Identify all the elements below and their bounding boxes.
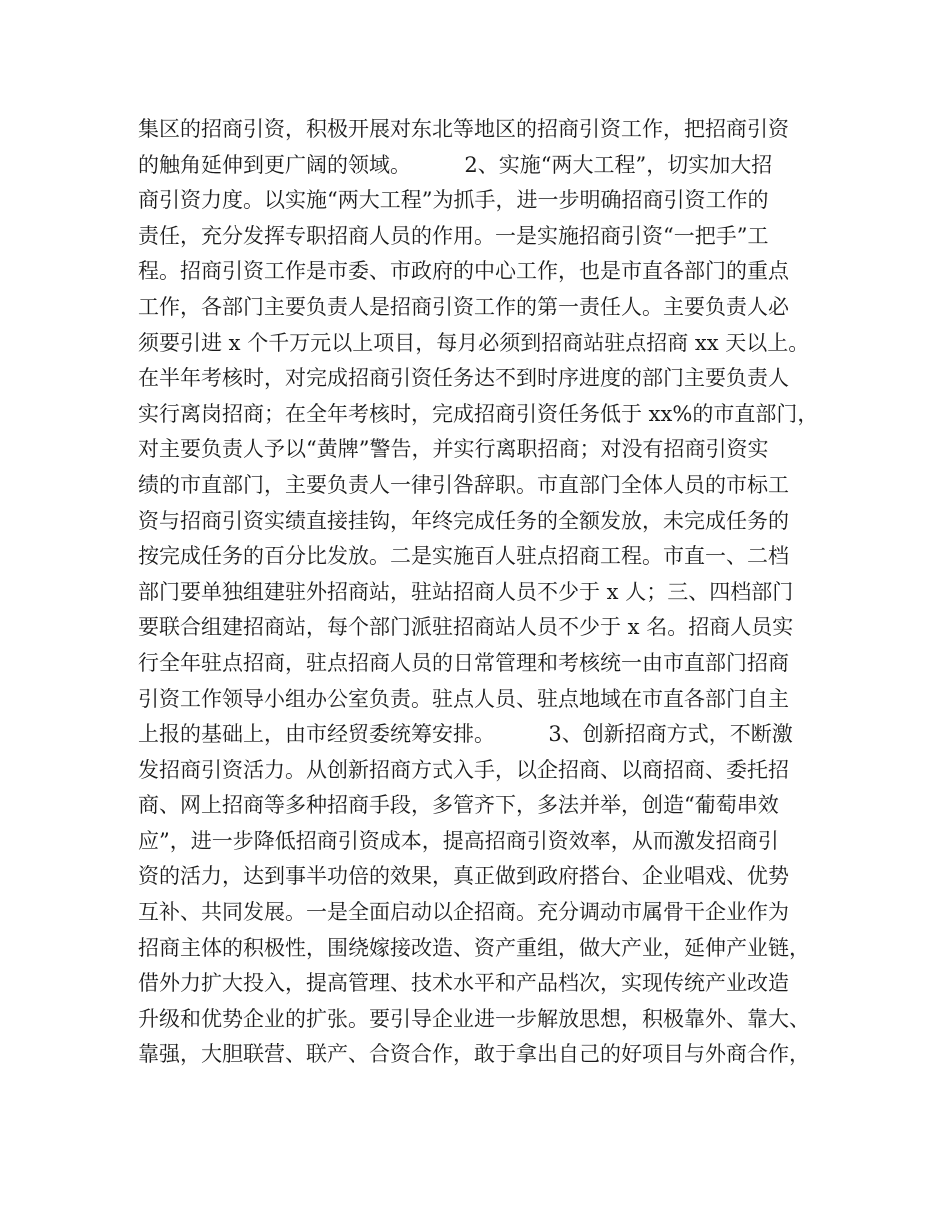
text-line: 的触角延伸到更广阔的领域。 2、实施“两大工程”，切实加大招 [138,152,773,177]
text-line: 互补、共同发展。一是全面启动以企招商。充分调动市属骨干企业作为 [138,900,789,925]
text-line: 招商主体的积极性，围绕嫁接改造、资产重组，做大产业，延伸产业链， [138,935,810,960]
text-line: 工作，各部门主要负责人是招商引资工作的第一责任人。主要负责人必 [138,294,789,319]
text-line: 引资工作领导小组办公室负责。驻点人员、驻点地域在市直各部门自主 [138,686,789,711]
text-line: 对主要负责人予以“黄牌”警告，并实行离职招商；对没有招商引资实 [138,437,769,462]
text-line: 商、网上招商等多种招商手段，多管齐下，多法并举，创造“葡萄串效 [138,793,779,818]
text-line: 须要引进 x 个千万元以上项目，每月必须到招商站驻点招商 xx 天以上。 [138,330,810,355]
text-line: 集区的招商引资，积极开展对东北等地区的招商引资工作，把招商引资 [138,117,789,141]
text-line: 借外力扩大投入，提高管理、技术水平和产品档次，实现传统产业改造 [138,971,789,996]
text-line: 在半年考核时，对完成招商引资任务达不到时序进度的部门主要负责人 [138,366,789,391]
text-line: 上报的基础上，由市经贸委统筹安排。 3、创新招商方式，不断激 [138,722,793,747]
text-line: 发招商引资活力。从创新招商方式入手，以企招商、以商招商、委托招 [138,757,789,782]
text-line: 商引资力度。以实施“两大工程”为抓手，进一步明确招商引资工作的 [138,188,769,213]
text-line: 实行离岗招商；在全年考核时，完成招商引资任务低于 xx%的市直部门， [138,401,819,426]
text-line: 升级和优势企业的扩张。要引导企业进一步解放思想，积极靠外、靠大、 [138,1006,810,1031]
text-line: 资与招商引资实绩直接挂钩，年终完成任务的全额发放，未完成任务的 [138,508,789,533]
body-text [138,112,828,1073]
text-line: 责任，充分发挥专职招商人员的作用。一是实施招商引资“一把手”工 [138,223,769,248]
text-line: 靠强，大胆联营、联产、合资合作，敢于拿出自己的好项目与外商合作， [138,1042,810,1067]
text-line: 要联合组建招商站，每个部门派驻招商站人员不少于 x 名。招商人员实 [138,615,794,640]
text-line: 绩的市直部门，主要负责人一律引咎辞职。市直部门全体人员的市标工 [138,472,789,497]
text-line: 按完成任务的百分比发放。二是实施百人驻点招商工程。市直一、二档 [138,544,789,569]
text-line: 部门要单独组建驻外招商站，驻站招商人员不少于 x 人；三、四档部门 [138,579,794,604]
text-line: 行全年驻点招商，驻点招商人员的日常管理和考核统一由市直部门招商 [138,650,789,675]
text-line: 应”，进一步降低招商引资成本，提高招商引资效率，从而激发招商引 [138,828,779,853]
text-line: 资的活力，达到事半功倍的效果，真正做到政府搭台、企业唱戏、优势 [138,864,789,889]
text-line: 程。招商引资工作是市委、市政府的中心工作，也是市直各部门的重点 [138,259,789,284]
